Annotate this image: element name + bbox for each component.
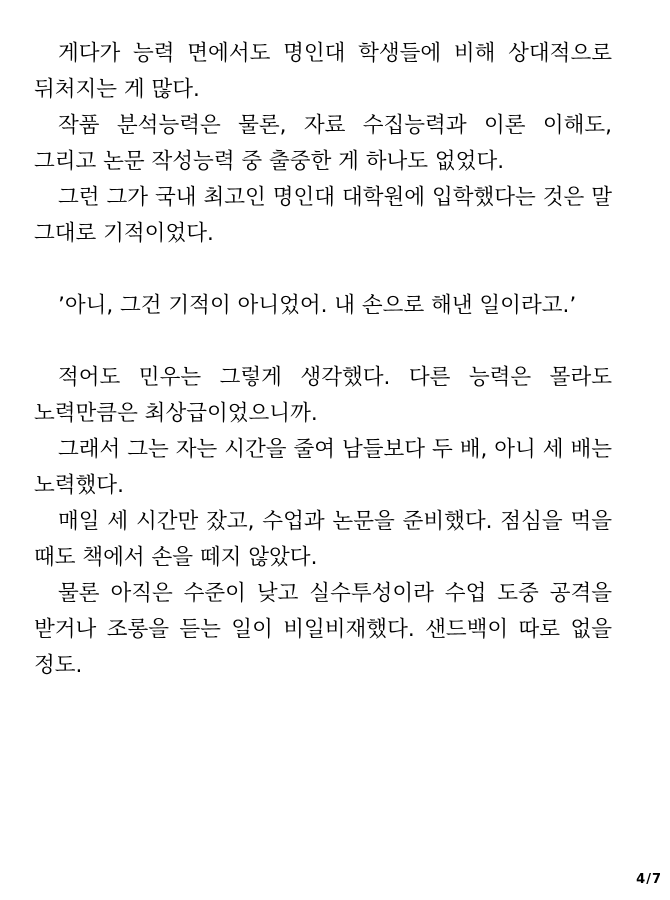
paragraph-1: 게다가 능력 면에서도 명인대 학생들에 비해 상대적으로 뒤처지는 게 많다. bbox=[34, 41, 612, 102]
body-text bbox=[34, 36, 612, 684]
paragraph-2: 작품 분석능력은 물론, 자료 수집능력과 이론 이해도, 그리고 논문 작성능력 중 출중한 게 하나도 없었다. bbox=[34, 113, 612, 174]
page-number: 4/7 bbox=[636, 872, 662, 887]
paragraph-6: 매일 세 시간만 잤고, 수업과 논문을 준비했다. 점심을 먹을 때도 책에서 손을 떼지 않았다. bbox=[34, 509, 612, 570]
paragraph-spacer bbox=[34, 324, 612, 360]
paragraph-3: 그런 그가 국내 최고인 명인대 대학원에 입학했다는 것은 말 그대로 기적이었다. bbox=[34, 185, 612, 246]
paragraph-spacer bbox=[34, 252, 612, 288]
paragraph-7: 물론 아직은 수준이 낮고 실수투성이라 수업 도중 공격을 받거나 조롱을 듣는 일이 비일비재했다. 샌드백이 따로 없을 정도. bbox=[34, 581, 612, 678]
paragraph-5: 그래서 그는 자는 시간을 줄여 남들보다 두 배, 아니 세 배는 노력했다. bbox=[34, 437, 612, 498]
paragraph-4: 적어도 민우는 그렇게 생각했다. 다른 능력은 몰라도 노력만큼은 최상급이었으니까. bbox=[34, 365, 612, 426]
paragraph-thought: ’아니, 그건 기적이 아니었어. 내 손으로 해낸 일이라고.’ bbox=[58, 293, 577, 318]
